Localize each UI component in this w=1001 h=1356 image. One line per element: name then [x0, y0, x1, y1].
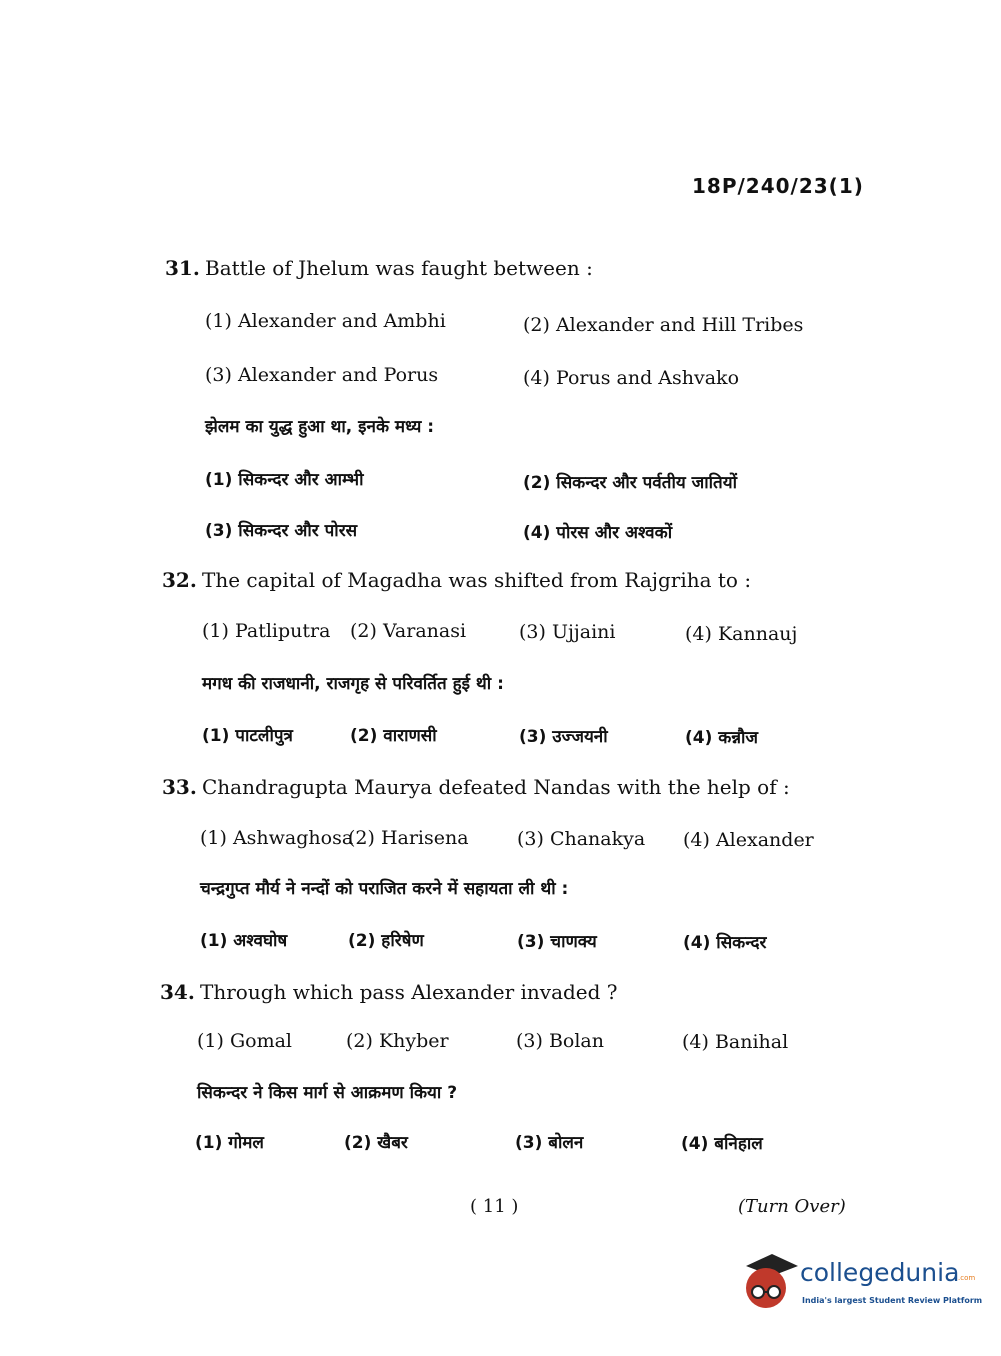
- option: (1) Patliputra: [202, 620, 331, 642]
- option: (1) Ashwaghosa: [200, 827, 354, 849]
- option: (4) Alexander: [683, 829, 814, 851]
- logo-suffix: .com: [958, 1274, 976, 1282]
- option: (4) Kannauj: [685, 623, 798, 645]
- option-hi: (1) गोमल: [195, 1133, 264, 1153]
- question-text-hi: सिकन्दर ने किस मार्ग से आक्रमण किया ?: [197, 1083, 458, 1103]
- option-hi: (1) सिकन्दर और आम्भी: [205, 470, 364, 490]
- option: (2) Alexander and Hill Tribes: [523, 314, 804, 336]
- option: (3) Ujjaini: [519, 621, 616, 643]
- option-hi: (2) हरिषेण: [348, 931, 424, 951]
- question-text-hi: मगध की राजधानी, राजगृह से परिवर्तित हुई थी :: [202, 674, 504, 694]
- option-hi: (3) चाणक्य: [517, 932, 597, 952]
- turn-over-label: (Turn Over): [738, 1196, 846, 1217]
- question-text-en: Battle of Jhelum was faught between :: [205, 256, 593, 280]
- option: (1) Alexander and Ambhi: [205, 310, 446, 332]
- paper-code: 18P/240/23(1): [692, 174, 864, 198]
- question-text-en: The capital of Magadha was shifted from Rajgriha to :: [202, 568, 752, 592]
- option-hi: (3) बोलन: [515, 1133, 584, 1153]
- option-hi: (2) वाराणसी: [350, 726, 437, 746]
- option-hi: (1) पाटलीपुत्र: [202, 726, 293, 746]
- question-number: 34.: [160, 980, 195, 1004]
- question-text-en: Chandragupta Maurya defeated Nandas with the help of :: [202, 775, 790, 799]
- option-hi: (4) सिकन्दर: [683, 933, 767, 953]
- logo-tagline: India's largest Student Review Platform: [802, 1296, 983, 1305]
- question-number: 31.: [165, 256, 200, 280]
- option: (4) Porus and Ashvako: [523, 367, 740, 389]
- question-text-hi: झेलम का युद्ध हुआ था, इनके मध्य :: [205, 417, 435, 437]
- question-31: [165, 256, 593, 280]
- logo-brand: collegedunia: [800, 1258, 960, 1287]
- option: (3) Bolan: [516, 1030, 604, 1052]
- option: (2) Varanasi: [350, 620, 467, 642]
- option: (3) Chanakya: [517, 828, 646, 850]
- question-text-en: Through which pass Alexander invaded ?: [200, 980, 618, 1004]
- question-number: 32.: [162, 568, 197, 592]
- question-number: 33.: [162, 775, 197, 799]
- option-hi: (4) कन्नौज: [685, 728, 759, 748]
- option-hi: (2) सिकन्दर और पर्वतीय जातियों: [523, 473, 738, 493]
- question-32: [162, 568, 751, 592]
- option-hi: (4) बनिहाल: [681, 1134, 763, 1154]
- option-hi: (2) खैबर: [344, 1133, 408, 1153]
- option-hi: (4) पोरस और अश्वकों: [523, 523, 673, 543]
- page-number: ( 11 ): [470, 1196, 519, 1217]
- option-hi: (3) सिकन्दर और पोरस: [205, 521, 358, 541]
- option: (1) Gomal: [197, 1030, 292, 1052]
- option: (2) Harisena: [348, 827, 469, 849]
- option-hi: (1) अश्वघोष: [200, 931, 288, 951]
- option-hi: (3) उज्जयनी: [519, 727, 608, 747]
- option: (2) Khyber: [346, 1030, 449, 1052]
- option: (3) Alexander and Porus: [205, 364, 439, 386]
- question-33: [162, 775, 790, 799]
- question-text-hi: चन्द्रगुप्त मौर्य ने नन्दों को पराजित करने में सहायता ली थी :: [200, 879, 569, 899]
- question-34: [160, 980, 618, 1004]
- option: (4) Banihal: [682, 1031, 789, 1053]
